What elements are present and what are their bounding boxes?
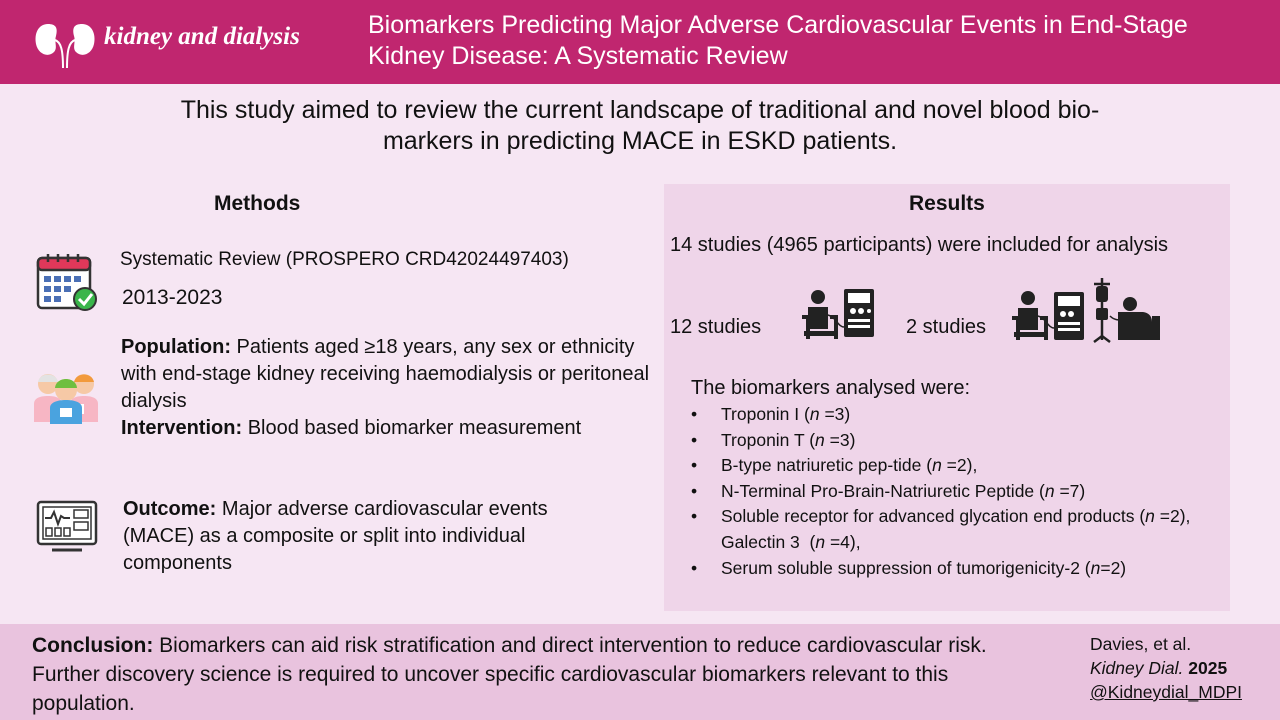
population-block xyxy=(121,334,651,415)
biomarker-n: n xyxy=(815,429,825,450)
biomarker-list xyxy=(691,402,1221,581)
biomarker-item xyxy=(691,453,1221,479)
biomarker-item xyxy=(691,479,1221,505)
biomarker-name: Soluble receptor for advanced glycation end products ( xyxy=(721,506,1146,527)
intervention-text: Blood based biomarker measurement xyxy=(247,417,582,439)
citation-year: 2025 xyxy=(1188,658,1228,678)
biomarker-extra-name: Galectin 3 ( xyxy=(721,506,1201,552)
peritoneal-dialysis-icon xyxy=(1010,276,1162,344)
biomarker-item xyxy=(691,504,1221,555)
calendar-check-icon xyxy=(36,252,100,312)
group-1-count: 12 studies xyxy=(670,316,762,338)
population-text: Patients aged ≥18 years, any sex or ethnicity with end-stage kidney receiving haemodialysis or peritoneal dialysis xyxy=(121,336,650,412)
citation-journal: Kidney Dial. xyxy=(1090,658,1184,678)
group-2-count: 2 studies xyxy=(906,316,987,338)
biomarker-name: N-Terminal Pro-Brain-Natriuretic Peptide ( xyxy=(721,480,1045,501)
biomarker-extra-n: n xyxy=(815,531,826,552)
biomarker-n: n xyxy=(1145,506,1155,527)
study-years: 2013-2023 xyxy=(122,286,223,309)
biomarker-count: =2), xyxy=(941,455,978,476)
methods-heading: Methods xyxy=(214,192,301,215)
results-heading: Results xyxy=(909,192,985,215)
biomarker-n: n xyxy=(809,404,820,424)
biomarker-count: =3) xyxy=(819,404,851,424)
biomarker-item xyxy=(691,556,1221,582)
biomarker-item xyxy=(691,402,1221,428)
biomarker-extra-count: =4), xyxy=(825,531,861,552)
biomarker-name: Serum soluble suppression of tumorigenicity-2 ( xyxy=(721,557,1091,578)
biomarker-count: =3) xyxy=(824,429,856,450)
included-studies: 14 studies (4965 participants) were included for analysis xyxy=(670,234,1169,256)
citation-authors: Davies, et al. xyxy=(1090,634,1192,654)
conclusion-text: Biomarkers can aid risk stratification and direct intervention to reduce cardiovascular risk. Further discovery science is required to uncover specific cardiovascular biomarkers relevant to this population. xyxy=(32,634,987,715)
citation xyxy=(1090,632,1242,704)
biomarker-n: n xyxy=(1090,557,1101,578)
biomarker-count: =7) xyxy=(1054,480,1086,501)
biomarker-item xyxy=(691,428,1221,454)
biomarker-count: =2) xyxy=(1100,557,1127,578)
biomarker-n: n xyxy=(1044,480,1055,501)
study-aim: This study aimed to review the current landscape of traditional and novel blood bio-markers in predicting MACE in ESKD patients. xyxy=(180,96,1100,155)
outcome-label: Outcome: xyxy=(123,498,217,520)
outcome-text: Major adverse cardiovascular events (MACE) as a composite or split into individual components xyxy=(123,498,548,574)
intervention-label: Intervention: xyxy=(121,417,243,439)
monitor-chart-icon xyxy=(36,500,100,554)
journal-name: kidney and dialysis xyxy=(104,23,300,50)
biomarker-name: B-type natriuretic pep-tide ( xyxy=(721,455,933,476)
population-label: Population: xyxy=(121,336,231,358)
conclusion-label: Conclusion: xyxy=(32,634,154,657)
outcome-block xyxy=(123,496,623,577)
biomarker-name: Troponin T ( xyxy=(721,429,816,450)
intervention-block xyxy=(121,415,581,442)
biomarker-count: =2), xyxy=(1154,506,1191,527)
biomarkers-heading: The biomarkers analysed were: xyxy=(691,377,971,399)
page-title: Biomarkers Predicting Major Adverse Cardiovascular Events in End-Stage Kidney Disease: A Systematic Review xyxy=(368,11,1188,70)
study-design: Systematic Review (PROSPERO CRD42024497403) xyxy=(120,249,569,270)
biomarker-name: Troponin I ( xyxy=(721,404,810,424)
patients-group-icon xyxy=(32,368,100,424)
haemodialysis-icon xyxy=(800,287,880,341)
conclusion-block xyxy=(32,631,1052,718)
twitter-handle-link[interactable]: @Kidneydial_MDPI xyxy=(1090,682,1242,702)
kidney-logo-icon xyxy=(34,20,96,70)
biomarker-n: n xyxy=(932,455,942,476)
